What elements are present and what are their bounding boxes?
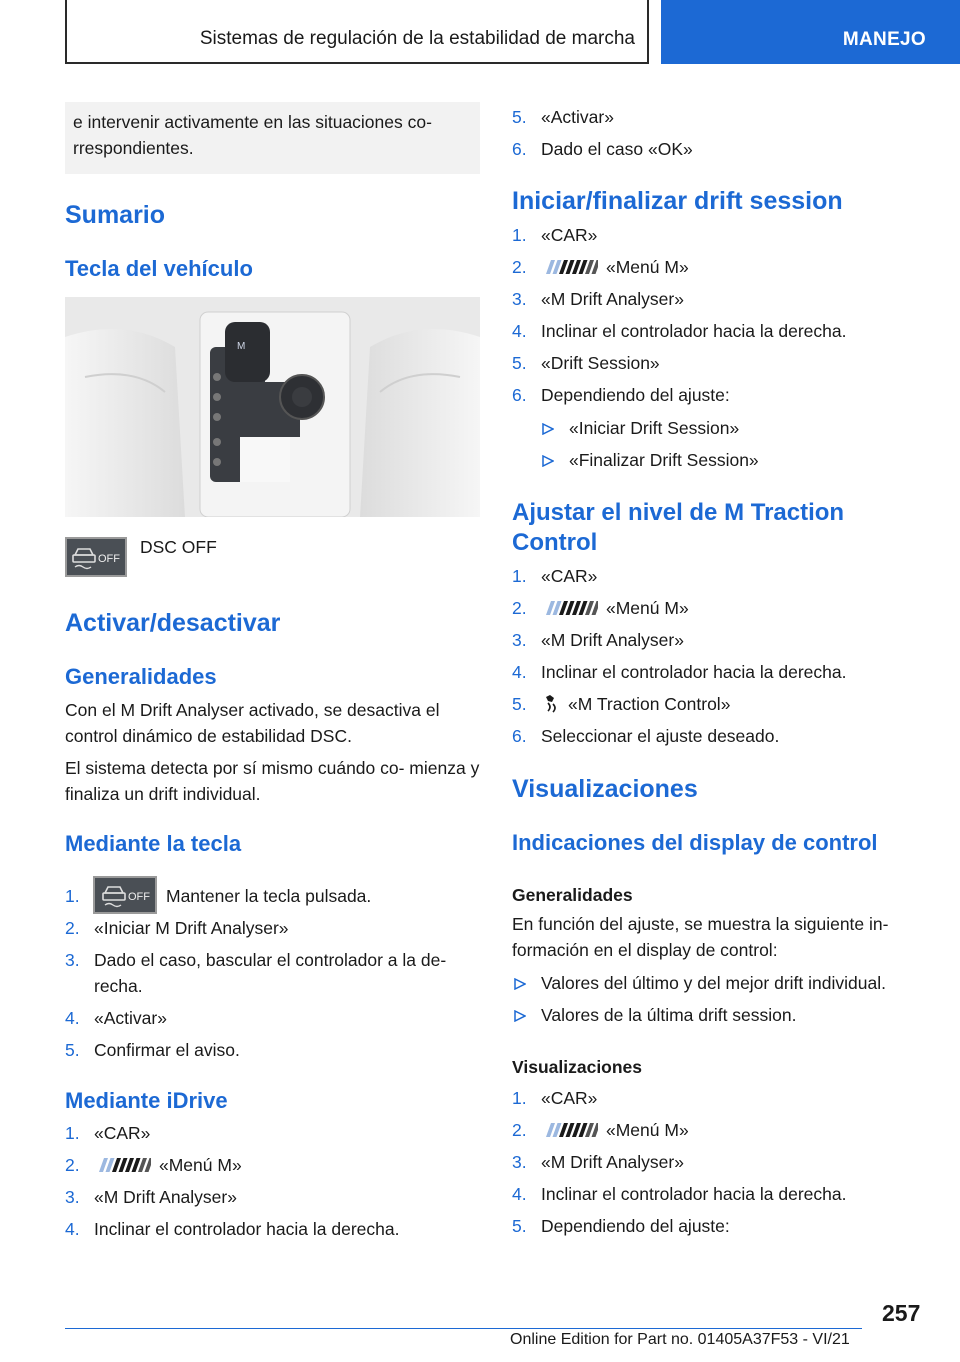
list-item-text: «Activar» — [541, 107, 614, 127]
heading-activar-desactivar: Activar/desactivar — [65, 609, 281, 637]
list-item-text: Dado el caso «OK» — [541, 139, 693, 159]
list-item-number: 4. — [512, 662, 527, 682]
m-menu-icon — [95, 1157, 151, 1173]
list-item-number: 2. — [65, 1155, 80, 1175]
list-item-text: Inclinar el controlador hacia la derecha. — [541, 321, 847, 341]
heading-mediante-tecla: Mediante la tecla — [65, 831, 242, 856]
paragraph-drift-dsc-text: Con el M Drift Analyser activado, se desactiva el control dinámico de estabilidad DSC. — [65, 700, 440, 746]
list-item-number: 2. — [512, 1120, 527, 1140]
list-item-text: «M Drift Analyser» — [94, 1187, 237, 1207]
list-item-text: «Iniciar M Drift Analyser» — [94, 918, 289, 938]
list-item-text: «Activar» — [94, 1008, 167, 1028]
list-item-text: «Menú M» — [606, 1120, 689, 1140]
bullet-triangle-icon — [514, 978, 526, 990]
header-section-label: MANEJO — [842, 29, 926, 50]
list-item-number: 4. — [512, 321, 527, 341]
list-item-number: 1. — [65, 1123, 80, 1143]
paragraph-display-info — [512, 911, 927, 963]
list-item-text: «Menú M» — [606, 598, 689, 618]
paragraph-deteccion — [65, 755, 480, 807]
svg-text:M: M — [237, 341, 246, 352]
list-item-number: 5. — [65, 1040, 80, 1060]
center-console-illustration — [65, 297, 480, 517]
dsc-off-icon-text: OFF — [98, 553, 120, 565]
footer-divider — [65, 1328, 862, 1329]
bullet-triangle-icon — [542, 455, 554, 467]
heading-drift-session: Iniciar/finalizar drift session — [512, 187, 843, 215]
list-item-number: 5. — [512, 353, 527, 373]
list-item-number: 2. — [512, 257, 527, 277]
list-item-number: 1. — [512, 566, 527, 586]
header-title-box — [65, 0, 649, 64]
bullet-text: Valores de la última drift session. — [541, 1005, 797, 1025]
list-item-text: «CAR» — [541, 566, 598, 586]
list-item-number: 1. — [512, 225, 527, 245]
list-item-text: Inclinar el controlador hacia la derecha. — [541, 1184, 847, 1204]
list-item-text: «M Drift Analyser» — [541, 630, 684, 650]
bullet-text: «Finalizar Drift Session» — [569, 450, 759, 470]
list-item-number: 3. — [512, 1152, 527, 1172]
footer-edition: Online Edition for Part no. 01405A37F53 - VI/21 — [510, 1331, 850, 1348]
list-item-text: Inclinar el controlador hacia la derecha. — [541, 662, 847, 682]
list-item-text: «M Traction Control» — [568, 694, 731, 714]
bullet-text: Valores del último y del mejor drift individual. — [541, 973, 886, 993]
bullet-text: «Iniciar Drift Session» — [569, 418, 740, 438]
center-console-photo — [65, 297, 480, 517]
list-item-number: 4. — [65, 1219, 80, 1239]
list-item-number: 4. — [65, 1008, 80, 1028]
heading-tecla-vehiculo: Tecla del vehículo — [65, 256, 253, 281]
note-box — [65, 102, 480, 174]
paragraph-drift-dsc — [65, 697, 480, 749]
list-item-number: 6. — [512, 139, 527, 159]
subheading-visualizaciones: Visualizaciones — [512, 1057, 643, 1077]
list-item-number: 5. — [512, 1216, 527, 1236]
list-item-text: «M Drift Analyser» — [541, 1152, 684, 1172]
paragraph-display-info-text: En función del ajuste, se muestra la siguiente in- formación en el display de control: — [512, 914, 889, 960]
list-item-text: «Drift Session» — [541, 353, 660, 373]
list-item-text: Dependiendo del ajuste: — [541, 385, 730, 405]
heading-traction-control — [512, 498, 922, 558]
list-item-text: Confirmar el aviso. — [94, 1040, 240, 1060]
list-item-text: «CAR» — [541, 1088, 598, 1108]
list-item-number: 3. — [65, 1187, 80, 1207]
heading-indicaciones-display: Indicaciones del display de control — [512, 830, 878, 855]
dsc-off-icon-text: OFF — [128, 891, 150, 903]
list-item-text: «Menú M» — [606, 257, 689, 277]
m-menu-icon — [542, 259, 598, 275]
bullet-triangle-icon — [542, 423, 554, 435]
list-item-text: «CAR» — [94, 1123, 151, 1143]
subheading-generalidades: Generalidades — [512, 885, 633, 905]
bullet-triangle-icon — [514, 1010, 526, 1022]
dsc-off-icon — [65, 537, 127, 577]
list-item-number: 1. — [65, 886, 80, 906]
dsc-off-label: DSC OFF — [140, 537, 217, 557]
paragraph-deteccion-text: El sistema detecta por sí mismo cuándo co- mienza y finaliza un drift individual. — [65, 758, 480, 804]
m-menu-icon — [542, 600, 598, 616]
list-item-number: 4. — [512, 1184, 527, 1204]
list-item-text: Inclinar el controlador hacia la derecha. — [94, 1219, 400, 1239]
list-item-number: 6. — [512, 726, 527, 746]
heading-generalidades: Generalidades — [65, 664, 217, 689]
dsc-off-icon — [93, 876, 157, 914]
list-item-number: 2. — [512, 598, 527, 618]
list-item-number: 3. — [65, 950, 80, 970]
list-item-text: Mantener la tecla pulsada. — [166, 886, 372, 906]
list-item-number: 3. — [512, 630, 527, 650]
list-item-number: 5. — [512, 694, 527, 714]
traction-control-icon — [542, 693, 562, 715]
list-item-number: 1. — [512, 1088, 527, 1108]
heading-mediante-idrive: Mediante iDrive — [65, 1088, 228, 1113]
list-item-number: 3. — [512, 289, 527, 309]
page-number: 257 — [882, 1300, 921, 1326]
list-item-number: 6. — [512, 385, 527, 405]
list-item-number: 2. — [65, 918, 80, 938]
list-item-text: recha. — [94, 976, 143, 996]
heading-sumario: Sumario — [65, 201, 166, 229]
list-item-text: Seleccionar el ajuste deseado. — [541, 726, 780, 746]
header-title: Sistemas de regulación de la estabilidad de marcha — [199, 28, 635, 49]
heading-traction-line2: Control — [512, 529, 598, 556]
note-text-data: e intervenir activamente en las situaciones co- rrespondientes. — [73, 112, 432, 158]
header-section-tab[interactable] — [661, 0, 960, 64]
m-menu-icon — [542, 1122, 598, 1138]
list-item-text: «M Drift Analyser» — [541, 289, 684, 309]
heading-traction-line1: Ajustar el nivel de M Traction — [512, 499, 845, 526]
list-item-text: Dado el caso, bascular el controlador a la de- — [94, 950, 447, 970]
list-item-text: «Menú M» — [159, 1155, 242, 1175]
list-item-number: 5. — [512, 107, 527, 127]
heading-visualizaciones: Visualizaciones — [512, 775, 698, 803]
list-item-text: «CAR» — [541, 225, 598, 245]
list-item-text: Dependiendo del ajuste: — [541, 1216, 730, 1236]
